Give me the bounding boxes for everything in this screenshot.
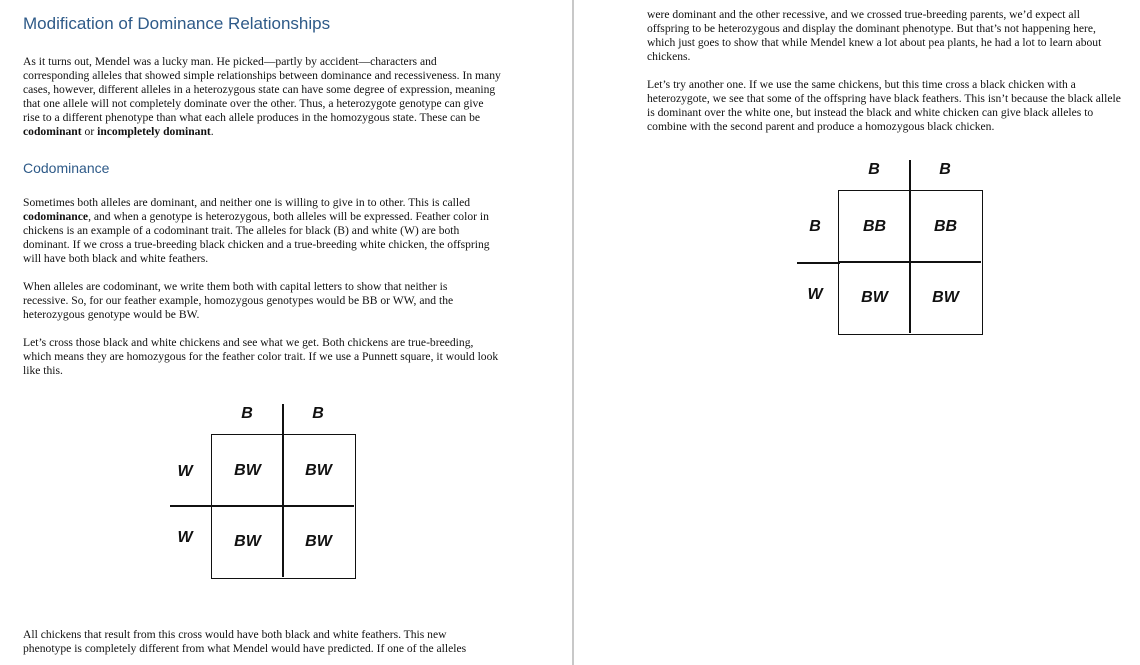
page-divider bbox=[572, 0, 574, 665]
punnett-grid bbox=[211, 434, 356, 579]
notation-paragraph: When alleles are codominant, we write them both with capital letters to show that neither is recessive. So, for our feather example, homozygous genotypes would be BB or WW, and the heterozygous genotype would be BW. bbox=[23, 280, 454, 321]
row-header: B bbox=[809, 218, 821, 235]
punnett-square-black-heterozygote bbox=[796, 158, 996, 343]
header-divider bbox=[909, 160, 911, 191]
grid-line bbox=[839, 261, 981, 263]
cross-paragraph: Let’s cross those black and white chickens and see what we get. Both chickens are true-breeding, which means they are homozygous for the feather color trait. If we use a Punnett square, it would look like this. bbox=[23, 336, 499, 377]
punnett-cell: BW bbox=[932, 288, 959, 306]
row-header: W bbox=[807, 286, 823, 303]
col-header: B bbox=[868, 161, 880, 178]
col-header: B bbox=[312, 405, 324, 422]
term-incompletely-dominant: incompletely dominant bbox=[97, 125, 211, 138]
term-codominant: codominant bbox=[23, 125, 82, 138]
header-divider bbox=[282, 404, 284, 435]
section-title-codominance: Codominance bbox=[23, 160, 110, 176]
intro-text-1: As it turns out, Mendel was a lucky man. He picked—partly by accident—characters and corresponding alleles that showed simple relationships between dominance and recessiveness. In many cases, however, different alleles in a heterozygous state can have some degree of expression, meaning that one allele will not completely dominate over the other. Thus, a heterozygote genotype can give rise to a different phenotype than what each allele produces in the homozygous state. These can be bbox=[23, 55, 501, 124]
col-header: B bbox=[939, 161, 951, 178]
punnett-cell: BW bbox=[305, 461, 332, 479]
header-divider bbox=[170, 505, 213, 507]
page-title: Modification of Dominance Relationships bbox=[23, 14, 331, 33]
result-paragraph: All chickens that result from this cross would have both black and white feathers. This new phenotype is completely different from what Mendel would have predicted. If one of the alleles bbox=[23, 628, 467, 655]
term-codominance: codominance bbox=[23, 210, 89, 223]
intro-paragraph bbox=[23, 55, 503, 139]
grid-line bbox=[212, 505, 354, 507]
punnett-cell: BW bbox=[234, 532, 261, 550]
row-header: W bbox=[177, 463, 193, 480]
header-divider bbox=[797, 262, 840, 264]
second-cross-paragraph: Let’s try another one. If we use the same chickens, but this time cross a black chicken with a heterozygote, we see that some of the offspring have black feathers. This isn’t because the black allele is dominant over the white one, but instead the black and white chicken can give black alleles to combine with the second parent and produce a homozygous black chicken. bbox=[647, 78, 1121, 133]
codom-text-2: , and when a genotype is heterozygous, both alleles will be expressed. Feather color in chickens is an example of a codominant trait. The alleles for black (B) and white (W) are both dominant. If we cross a true-breeding black chicken and a true-breeding white chicken, the offspring will have both black and white feathers. bbox=[23, 210, 490, 265]
intro-text-3: . bbox=[210, 125, 214, 138]
punnett-cell: BB bbox=[933, 217, 958, 235]
col-header: B bbox=[241, 405, 253, 422]
continuation-paragraph: were dominant and the other recessive, and we crossed true-breeding parents, we’d expect all offspring to be heterozygous and display the dominant phenotype. But that’s not happening here, which just goes to show that while Mendel knew a lot about pea plants, he had a lot to learn about chickens. bbox=[647, 8, 1102, 63]
intro-text-2: or bbox=[81, 125, 98, 138]
punnett-cell: BW bbox=[234, 461, 261, 479]
codominance-paragraph bbox=[23, 196, 501, 266]
codom-text-1: Sometimes both alleles are dominant, and neither one is willing to give in to other. This is called bbox=[23, 196, 471, 209]
row-header: W bbox=[177, 529, 193, 546]
punnett-cell: BB bbox=[862, 217, 887, 235]
punnett-grid bbox=[838, 190, 983, 335]
punnett-square-black-white bbox=[168, 402, 368, 587]
punnett-cell: BW bbox=[861, 288, 888, 306]
punnett-cell: BW bbox=[305, 532, 332, 550]
